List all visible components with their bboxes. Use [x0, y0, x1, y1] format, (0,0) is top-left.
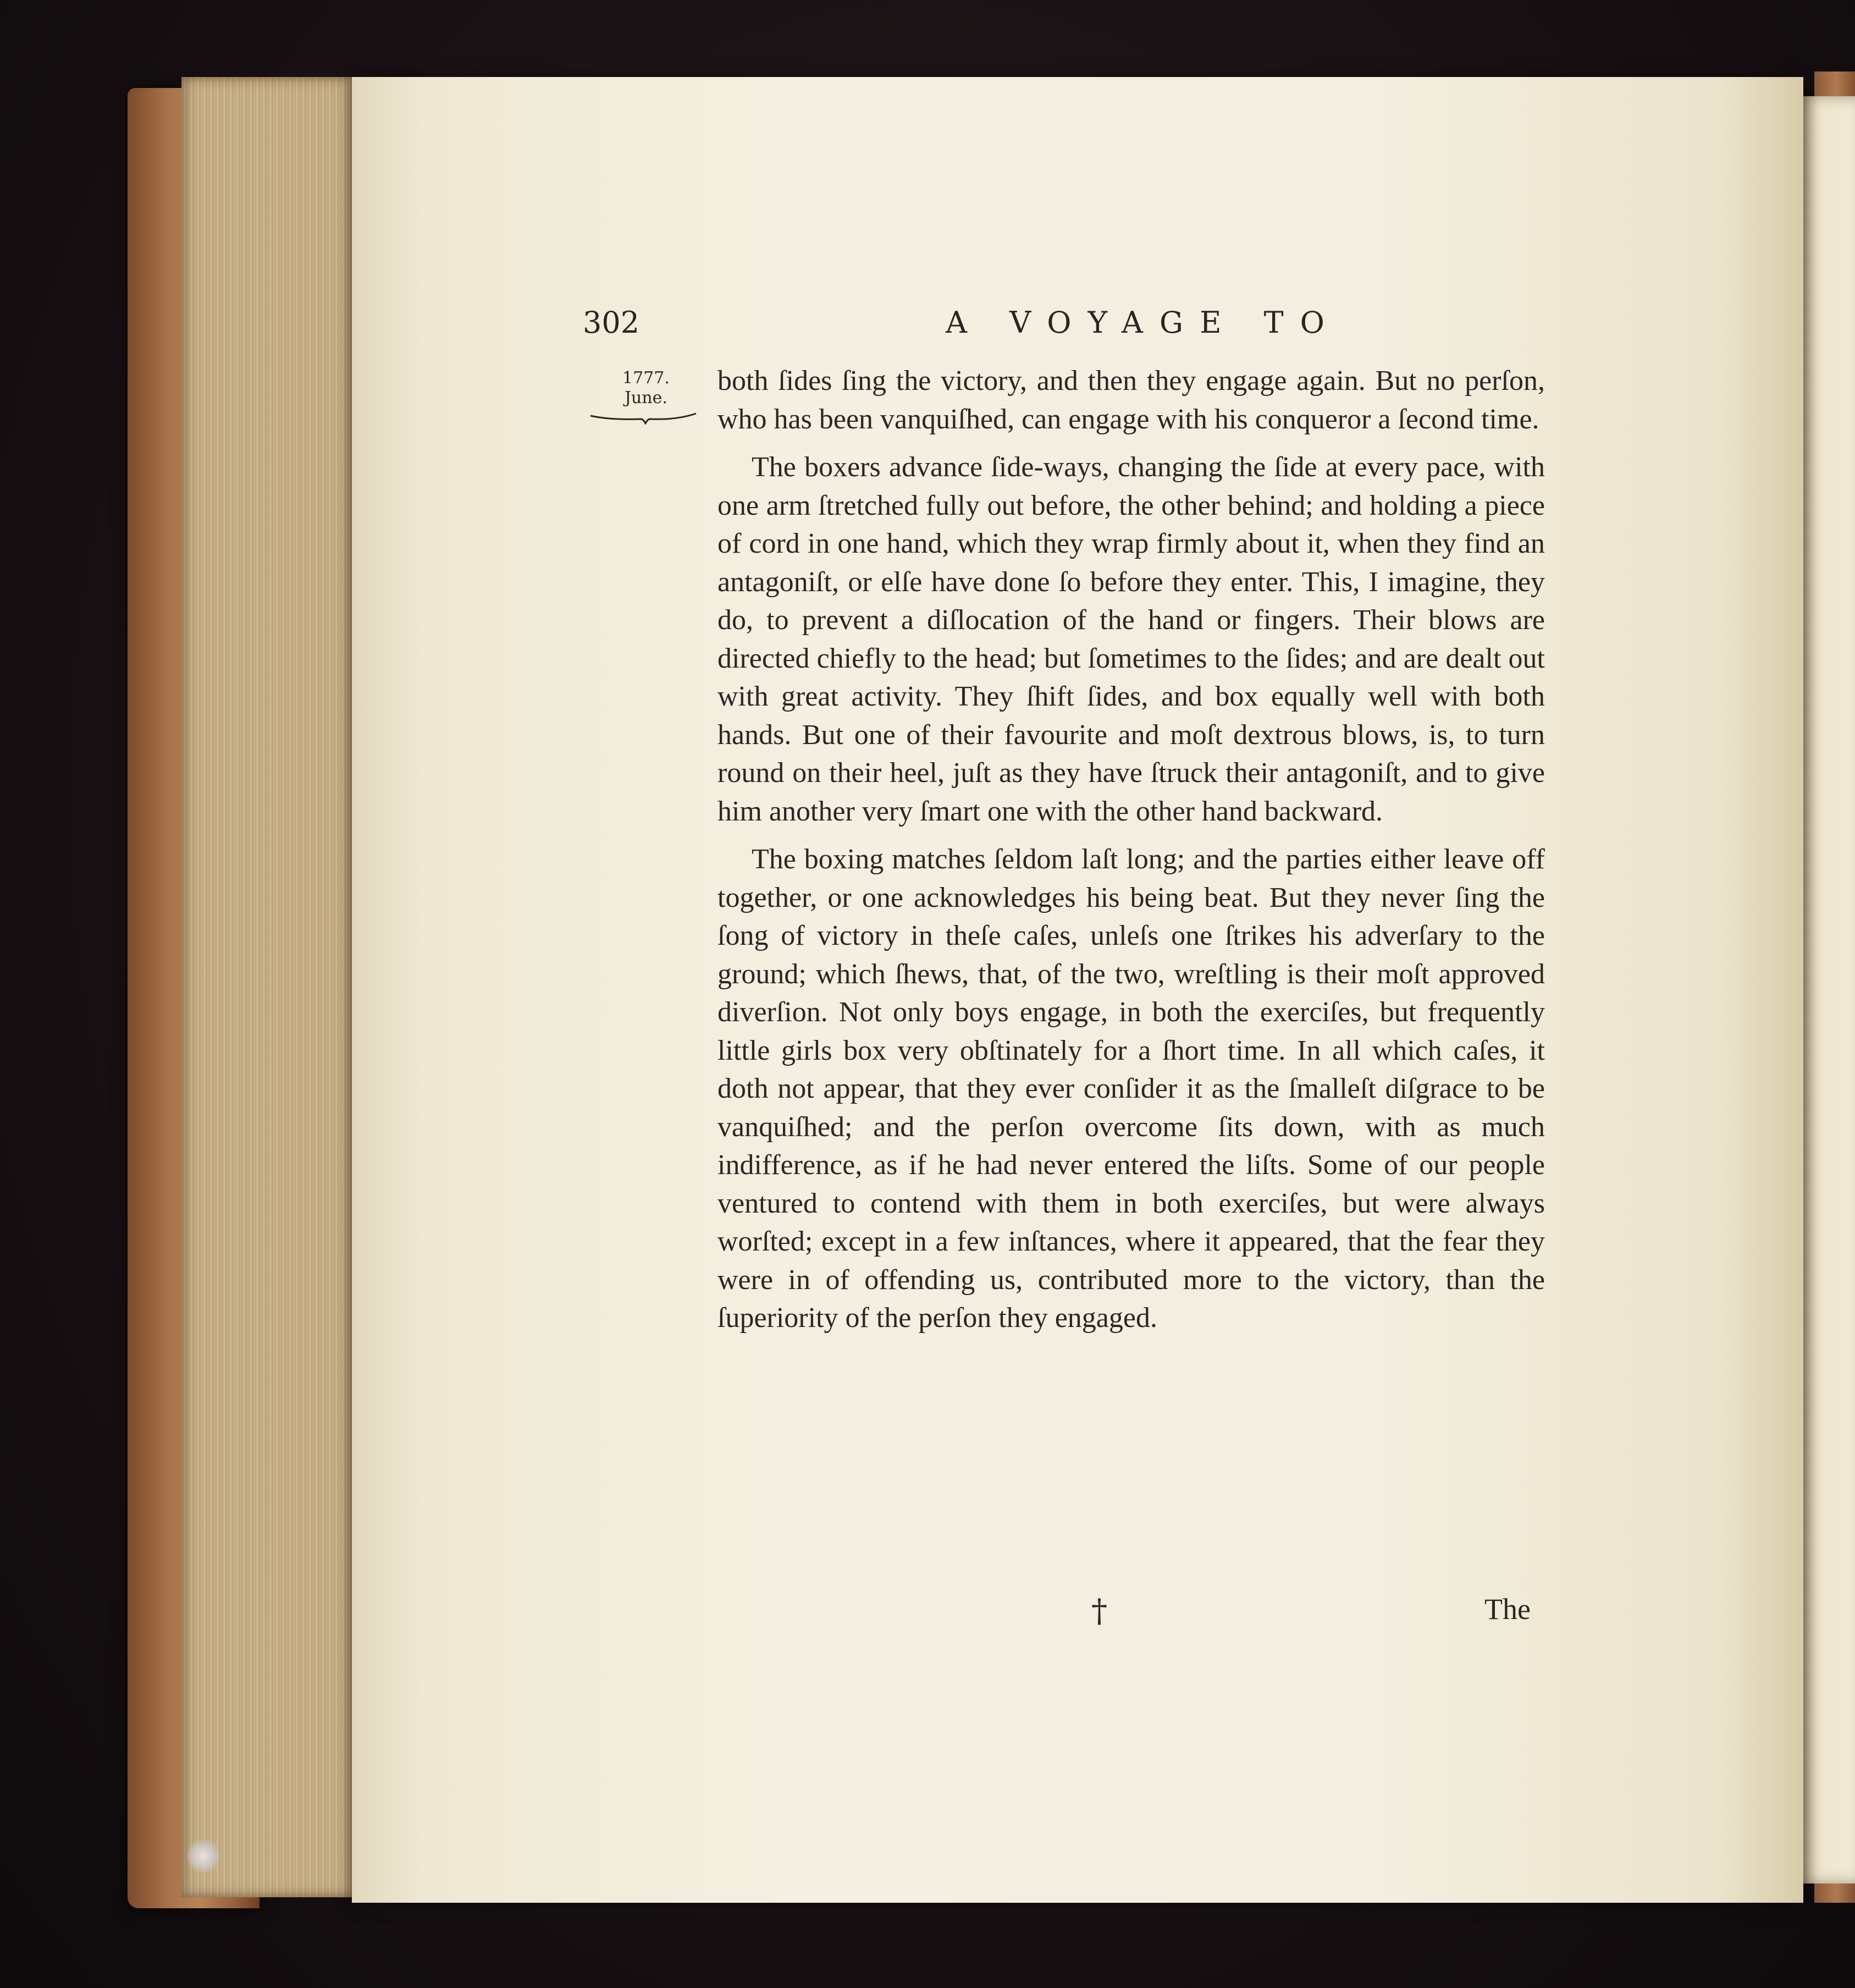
page-number: 302 — [583, 305, 640, 340]
facing-page-edge — [1798, 96, 1855, 1884]
running-head-title: A VOYAGE TO — [946, 305, 1341, 340]
margin-date-note — [594, 368, 698, 408]
scan-debris-mark — [187, 1837, 220, 1875]
paragraph-continued: both ſides ſing the victory, and then they engage again. But no perſon, who has been vanquiſhed, can engage with his conqueror a ſecond time. — [717, 365, 1545, 435]
paragraph-boxing-matches: The boxing matches ſeldom laſt long; and the parties either leave off together, or one acknowledges his being beat. But they never ſing the ſong of victory in theſe caſes, unleſs one ſtrikes his adverſary to the ground; which ſhews, that, of the two, wreſtling is their moſt approved diverſion. Not only boys engage, in both the exerciſes, but frequently little girls box very obſtinately for a ſhort time. In all which caſes, it doth not appear, that they ever conſider it as the ſmalleſt diſgrace to be vanquiſhed; and the perſon overcome ſits down, with as much indifference, as if he had never entered the liſts. Some of our people ventured to contend with them in both exerciſes, but were always worſted; except in a few inſtances, where it appeared, that the fear they were in of offending us, contributed more to the victory, than the ſuperiority of the perſon they engaged. — [717, 844, 1545, 1334]
page-block-edges — [181, 77, 357, 1897]
paragraph-boxers: The boxers advance ſide-ways, changing the ſide at every pace, with one arm ſtretched fully out before, the other behind; and holding a piece of cord in one hand, which they wrap firmly about it, when they find an antagoniſt, or elſe have done ſo before they enter. This, I imagine, they do, to prevent a diſlocation of the hand or fingers. Their blows are directed chiefly to the head; but ſometimes to the ſides; and are dealt out with great activity. They ſhift ſides, and box equally well with both hands. But one of their favourite and moſt dextrous blows, is, to turn round on their heel, juſt as they have ſtruck their antagoniſt, and to give him another very ſmart one with the other hand backward. — [717, 451, 1545, 827]
body-text — [717, 362, 1545, 1347]
catchword: The — [1484, 1593, 1531, 1626]
margin-year: 1777. — [622, 368, 670, 388]
margin-brace-ornament — [588, 411, 698, 425]
signature-mark: † — [1091, 1592, 1107, 1629]
margin-month: June. — [625, 388, 667, 407]
